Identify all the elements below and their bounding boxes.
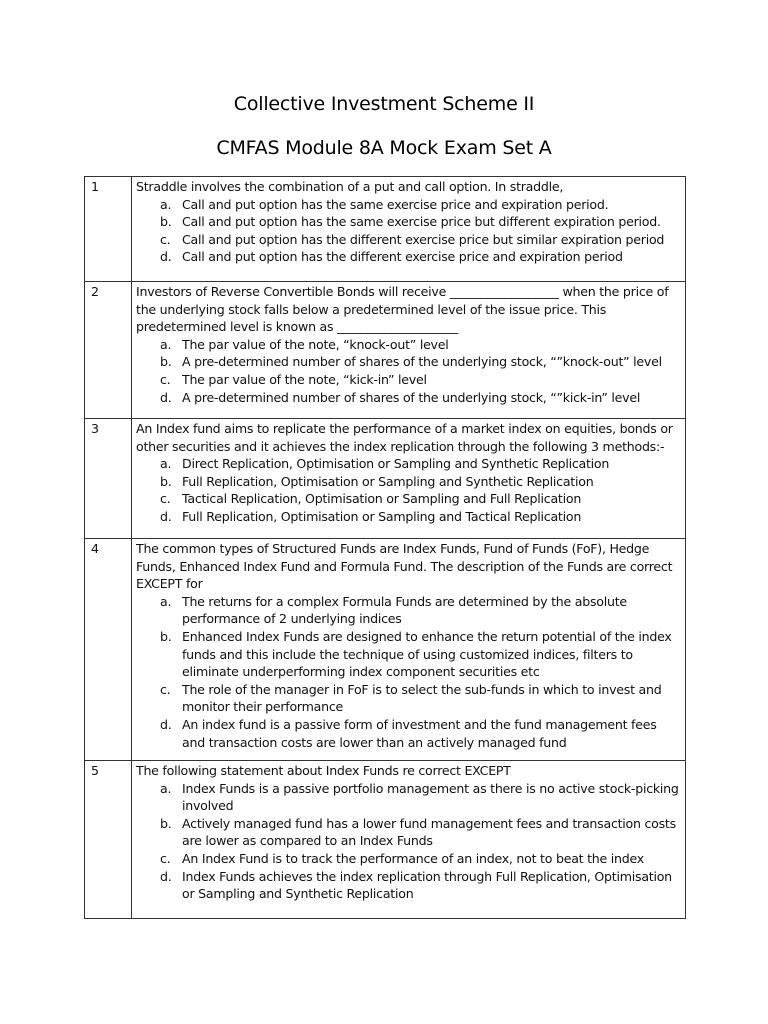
- option-letter: c.: [160, 491, 171, 507]
- option-letter: b.: [160, 214, 172, 230]
- option-item: [136, 780, 681, 815]
- question-stem: The common types of Structured Funds are Index Funds, Fund of Funds (FoF), Hedge Funds, Enhanced Index Fund and Formula Fund. The description of the Funds are correct EXCEPT for: [136, 541, 673, 592]
- option-list: [136, 455, 681, 525]
- question-stem: Investors of Reverse Convertible Bonds will receive __________________ when the price of the underlying stock falls below a predetermined level of the issue price. This predetermined level is known as ____________________: [136, 284, 669, 335]
- option-letter: b.: [160, 628, 172, 644]
- option-list: [136, 593, 681, 751]
- option-item: [136, 681, 681, 716]
- question-row: [85, 282, 686, 419]
- option-list: [136, 196, 681, 266]
- option-list: [136, 336, 681, 406]
- question-stem: An Index fund aims to replicate the performance of a market index on equities, bonds or other securities and it achieves the index replication through the following 3 methods:-: [136, 421, 673, 454]
- option-list: [136, 780, 681, 903]
- question-row: [85, 539, 686, 761]
- option-item: [136, 815, 681, 850]
- question-number: 2: [85, 282, 132, 419]
- option-text: Index Funds achieves the index replication through Full Replication, Optimisation or Sampling and Synthetic Replication: [182, 868, 672, 902]
- question-number: 3: [85, 419, 132, 539]
- question-row: [85, 761, 686, 919]
- option-item: [136, 593, 681, 628]
- question-number: 1: [85, 177, 132, 282]
- option-letter: a.: [160, 456, 172, 472]
- option-letter: d.: [160, 508, 172, 524]
- option-item: [136, 336, 681, 354]
- option-item: [136, 371, 681, 389]
- option-text: Call and put option has the same exercise price and expiration period.: [182, 196, 609, 212]
- question-body: [132, 177, 686, 282]
- option-letter: b.: [160, 815, 172, 831]
- option-text: Full Replication, Optimisation or Sampling and Tactical Replication: [182, 508, 582, 524]
- question-row: [85, 177, 686, 282]
- option-item: [136, 213, 681, 231]
- question-stem: The following statement about Index Funds re correct EXCEPT: [136, 763, 511, 778]
- option-text: Full Replication, Optimisation or Sampling and Synthetic Replication: [182, 473, 594, 489]
- document-title: Collective Investment Scheme II: [233, 93, 535, 115]
- option-letter: c.: [160, 681, 171, 697]
- option-item: [136, 196, 681, 214]
- option-letter: a.: [160, 196, 172, 212]
- option-item: [136, 248, 681, 266]
- option-text: Tactical Replication, Optimisation or Sampling and Full Replication: [182, 491, 582, 507]
- option-text: Index Funds is a passive portfolio management as there is no active stock-picking involved: [182, 780, 679, 814]
- option-text: Call and put option has the same exercise price but different expiration period.: [182, 214, 661, 230]
- option-item: [136, 353, 681, 371]
- option-item: [136, 473, 681, 491]
- option-letter: b.: [160, 473, 172, 489]
- option-item: [136, 389, 681, 407]
- question-number: 5: [85, 761, 132, 919]
- option-text: Direct Replication, Optimisation or Sampling and Synthetic Replication: [182, 456, 610, 472]
- option-letter: a.: [160, 593, 172, 609]
- option-letter: c.: [160, 850, 171, 866]
- option-text: Call and put option has the different exercise price but similar expiration period: [182, 231, 665, 247]
- option-letter: c.: [160, 231, 171, 247]
- option-item: [136, 455, 681, 473]
- option-item: [136, 716, 681, 751]
- option-letter: b.: [160, 354, 172, 370]
- option-text: The role of the manager in FoF is to select the sub-funds in which to invest and monitor their performance: [182, 681, 662, 715]
- option-item: [136, 868, 681, 903]
- option-text: Actively managed fund has a lower fund management fees and transaction costs are lower as compared to an Index Funds: [182, 815, 676, 849]
- option-text: The par value of the note, “kick-in” level: [182, 371, 427, 387]
- option-letter: d.: [160, 716, 172, 732]
- option-text: A pre-determined number of shares of the underlying stock, “”knock-out” level: [182, 354, 662, 370]
- option-text: An index fund is a passive form of investment and the fund management fees and transaction costs are lower than an actively managed fund: [182, 716, 657, 750]
- option-text: Call and put option has the different exercise price and expiration period: [182, 249, 623, 265]
- option-letter: a.: [160, 780, 172, 796]
- question-body: [132, 419, 686, 539]
- question-row: [85, 419, 686, 539]
- option-letter: c.: [160, 371, 171, 387]
- option-letter: d.: [160, 389, 172, 405]
- option-letter: a.: [160, 336, 172, 352]
- option-text: An Index Fund is to track the performance of an index, not to beat the index: [182, 850, 644, 866]
- option-letter: d.: [160, 868, 172, 884]
- option-text: A pre-determined number of shares of the underlying stock, “”kick-in” level: [182, 389, 641, 405]
- option-letter: d.: [160, 249, 172, 265]
- option-text: Enhanced Index Funds are designed to enhance the return potential of the index funds and this include the technique of using customized indices, filters to eliminate underperforming index component securities etc: [182, 628, 672, 680]
- option-item: [136, 490, 681, 508]
- option-text: The returns for a complex Formula Funds are determined by the absolute performance of 2 underlying indices: [182, 593, 627, 627]
- option-text: The par value of the note, “knock-out” level: [182, 336, 449, 352]
- questions-table: [84, 176, 686, 919]
- option-item: [136, 231, 681, 249]
- question-stem: Straddle involves the combination of a put and call option. In straddle,: [136, 179, 564, 194]
- question-body: [132, 761, 686, 919]
- document-subtitle: CMFAS Module 8A Mock Exam Set A: [216, 137, 552, 159]
- option-item: [136, 850, 681, 868]
- question-number: 4: [85, 539, 132, 761]
- question-body: [132, 539, 686, 761]
- question-body: [132, 282, 686, 419]
- option-item: [136, 508, 681, 526]
- option-item: [136, 628, 681, 681]
